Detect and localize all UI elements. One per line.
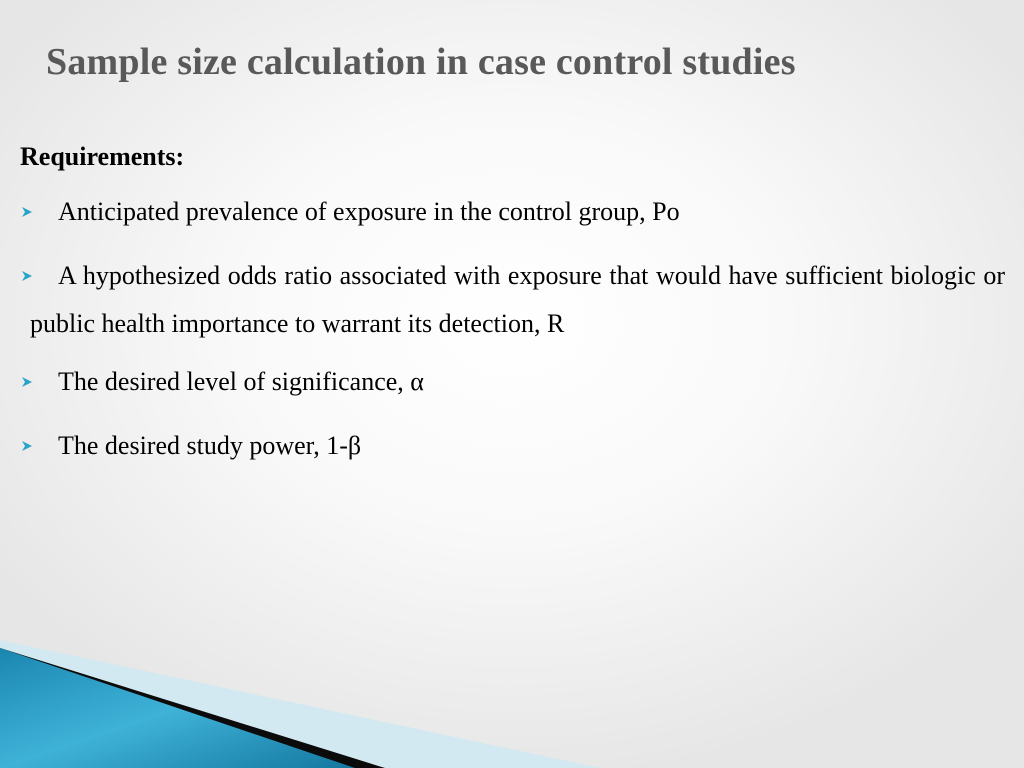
arrow-right-icon (20, 439, 34, 453)
bullet-text: The desired study power, 1-β (58, 431, 362, 460)
bullet-item-power (20, 422, 1005, 470)
slide-title: Sample size calculation in case control studies (46, 41, 796, 83)
bullet-text: Anticipated prevalence of exposure in the control group, Po (58, 197, 680, 226)
bullet-item-prevalence (20, 188, 1005, 236)
requirements-list (20, 188, 1005, 470)
decor-light-band (0, 640, 600, 768)
requirements-heading: Requirements: (20, 142, 185, 171)
decor-blue-band (0, 648, 355, 768)
bullet-item-odds-ratio (20, 252, 1005, 348)
slide-content (20, 138, 1005, 486)
arrow-right-icon (20, 269, 34, 283)
arrow-right-icon (20, 375, 34, 389)
bullet-item-significance (20, 358, 1005, 406)
arrow-right-icon (20, 205, 34, 219)
decor-black-band (0, 648, 385, 768)
bullet-text: The desired level of significance, α (58, 367, 424, 396)
bullet-text: A hypothesized odds ratio associated with exposure that would have sufficient biologic or public health importance to warrant its detection, R (30, 261, 1005, 338)
